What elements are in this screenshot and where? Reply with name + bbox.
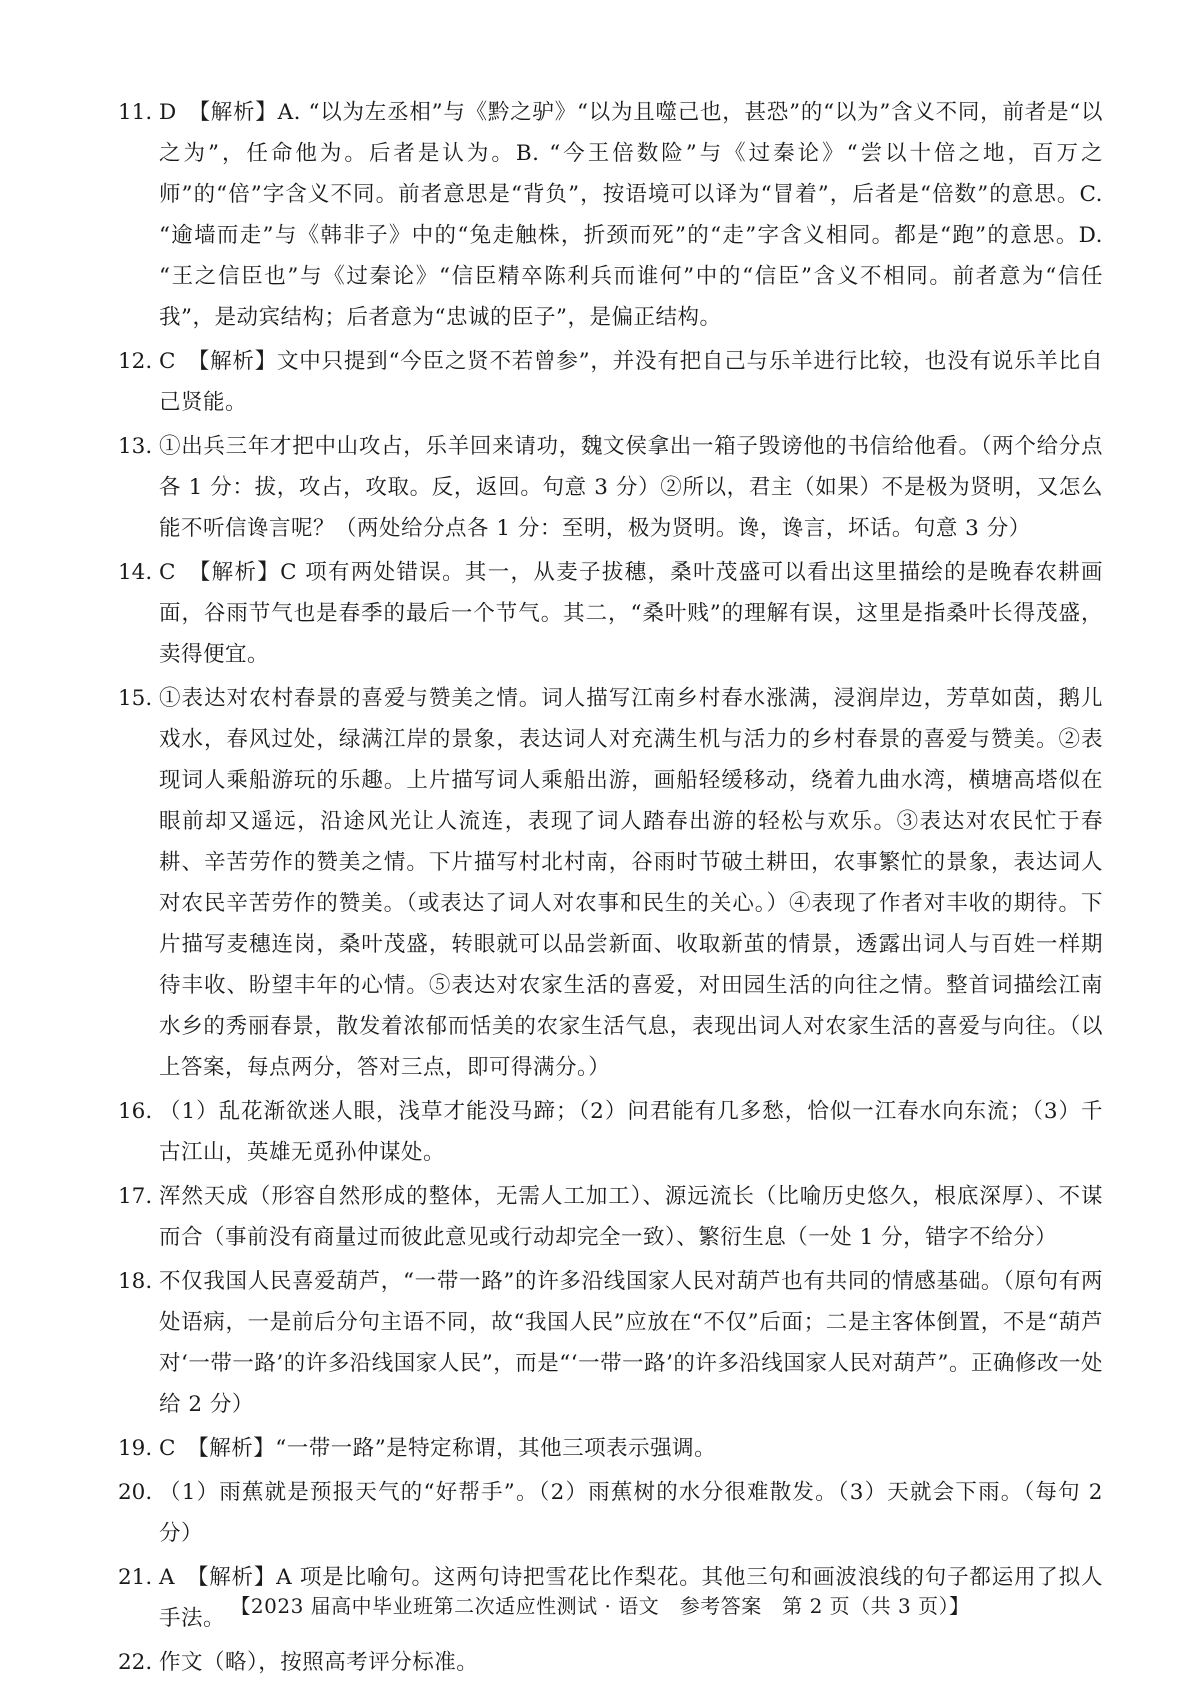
answer-item-15 — [118, 678, 1103, 1088]
answer-number: 13. — [118, 434, 153, 459]
answer-list — [118, 92, 1103, 1686]
answer-text: ①出兵三年才把中山攻占，乐羊回来请功，魏文侯拿出一箱子毁谤他的书信给他看。（两个给分点各 1 分：拔，攻占，攻取。反，返回。句意 3 分）②所以，君主（如果）不是极为贤明，又怎么能不听信谗言呢？（两处给分点各 1 分：至明，极为贤明。谗，谗言，坏话。句意 3 分） — [159, 434, 1103, 541]
answer-item-18 — [118, 1261, 1103, 1425]
answer-item-16 — [118, 1091, 1103, 1173]
answer-text: （1）乱花渐欲迷人眼，浅草才能没马蹄；（2）问君能有几多愁，恰似一江春水向东流；（3）千古江山，英雄无觅孙仲谋处。 — [159, 1099, 1103, 1165]
answer-text: C 【解析】C 项有两处错误。其一，从麦子拔穗，桑叶茂盛可以看出这里描绘的是晚春农耕画面，谷雨节气也是春季的最后一个节气。其二，“桑叶贱”的理解有误，这里是指桑叶长得茂盛，卖得便宜。 — [159, 560, 1103, 667]
answer-text: A 【解析】A 项是比喻句。这两句诗把雪花比作梨花。其他三句和画波浪线的句子都运用了拟人手法。 — [159, 1565, 1103, 1631]
answer-number: 18. — [118, 1269, 153, 1294]
answer-number: 11. — [118, 100, 153, 125]
answer-number: 14. — [118, 560, 153, 585]
answer-item-11 — [118, 92, 1103, 338]
answer-number: 21. — [118, 1565, 153, 1590]
answer-number: 12. — [118, 349, 153, 374]
answer-number: 20. — [118, 1480, 153, 1505]
answer-number: 17. — [118, 1184, 153, 1209]
answer-text: D 【解析】A. “以为左丞相”与《黔之驴》“以为且噬己也，甚恐”的“以为”含义不同，前者是“以之为”，任命他为。后者是认为。B. “今王倍数险”与《过秦论》“尝以十倍之地，百万之师”的“倍”字含义不同。前者意思是“背负”，按语境可以译为“冒着”，后者是“倍数”的意思。C. “逾墙而走”与《韩非子》中的“兔走触株，折颈而死”的“走”字含义相同。都是“跑”的意思。D. “王之信臣也”与《过秦论》“信臣精卒陈利兵而谁何”中的“信臣”含义不相同。前者意为“信任我”，是动宾结构；后者意为“忠诚的臣子”，是偏正结构。 — [159, 100, 1103, 330]
answer-text: C 【解析】“一带一路”是特定称谓，其他三项表示强调。 — [159, 1436, 717, 1461]
answer-item-17 — [118, 1176, 1103, 1258]
answer-number: 15. — [118, 686, 153, 711]
answer-text: 浑然天成（形容自然形成的整体，无需人工加工）、源远流长（比喻历史悠久，根底深厚）、不谋而合（事前没有商量过而彼此意见或行动却完全一致）、繁衍生息（一处 1 分，错字不给分） — [159, 1184, 1103, 1250]
page-footer: 【2023 届高中毕业班第二次适应性测试 · 语文 参考答案 第 2 页（共 3 页）】 — [230, 1594, 970, 1618]
answer-text: 不仅我国人民喜爱葫芦，“一带一路”的许多沿线国家人民对葫芦也有共同的情感基础。（原句有两处语病，一是前后分句主语不同，故“我国人民”应放在“不仅”后面；二是主客体倒置，不是“葫芦对‘一带一路’的许多沿线国家人民”，而是“‘一带一路’的许多沿线国家人民对葫芦”。正确修改一处给 2 分） — [159, 1269, 1103, 1417]
answer-text: ①表达对农村春景的喜爱与赞美之情。词人描写江南乡村春水涨满，浸润岸边，芳草如茵，鹅儿戏水，春风过处，绿满江岸的景象，表达词人对充满生机与活力的乡村春景的喜爱与赞美。②表现词人乘船游玩的乐趣。上片描写词人乘船出游，画船轻缓移动，绕着九曲水湾，横塘高塔似在眼前却又遥远，沿途风光让人流连，表现了词人踏春出游的轻松与欢乐。③表达对农民忙于春耕、辛苦劳作的赞美之情。下片描写村北村南，谷雨时节破土耕田，农事繁忙的景象，表达词人对农民辛苦劳作的赞美。（或表达了词人对农事和民生的关心。）④表现了作者对丰收的期待。下片描写麦穗连岗，桑叶茂盛，转眼就可以品尝新面、收取新茧的情景，透露出词人与百姓一样期待丰收、盼望丰年的心情。⑤表达对农家生活的喜爱，对田园生活的向往之情。整首词描绘江南水乡的秀丽春景，散发着浓郁而恬美的农家生活气息，表现出词人对农家生活的喜爱与向往。（以上答案，每点两分，答对三点，即可得满分。） — [159, 686, 1103, 1080]
answer-number: 16. — [118, 1099, 153, 1124]
answer-number: 19. — [118, 1436, 153, 1461]
answer-text: C 【解析】文中只提到“今臣之贤不若曾参”，并没有把自己与乐羊进行比较，也没有说乐羊比自己贤能。 — [159, 349, 1103, 415]
answer-item-20 — [118, 1472, 1103, 1554]
answer-item-22 — [118, 1642, 1103, 1683]
answer-text: （1）雨蕉就是预报天气的“好帮手”。（2）雨蕉树的水分很难散发。（3）天就会下雨。（每句 2 分） — [159, 1480, 1103, 1546]
answer-item-12 — [118, 341, 1103, 423]
answer-number: 22. — [118, 1650, 153, 1675]
answer-item-19 — [118, 1428, 1103, 1469]
answer-item-14 — [118, 552, 1103, 675]
answer-text: 作文（略），按照高考评分标准。 — [159, 1650, 479, 1675]
answer-item-13 — [118, 426, 1103, 549]
